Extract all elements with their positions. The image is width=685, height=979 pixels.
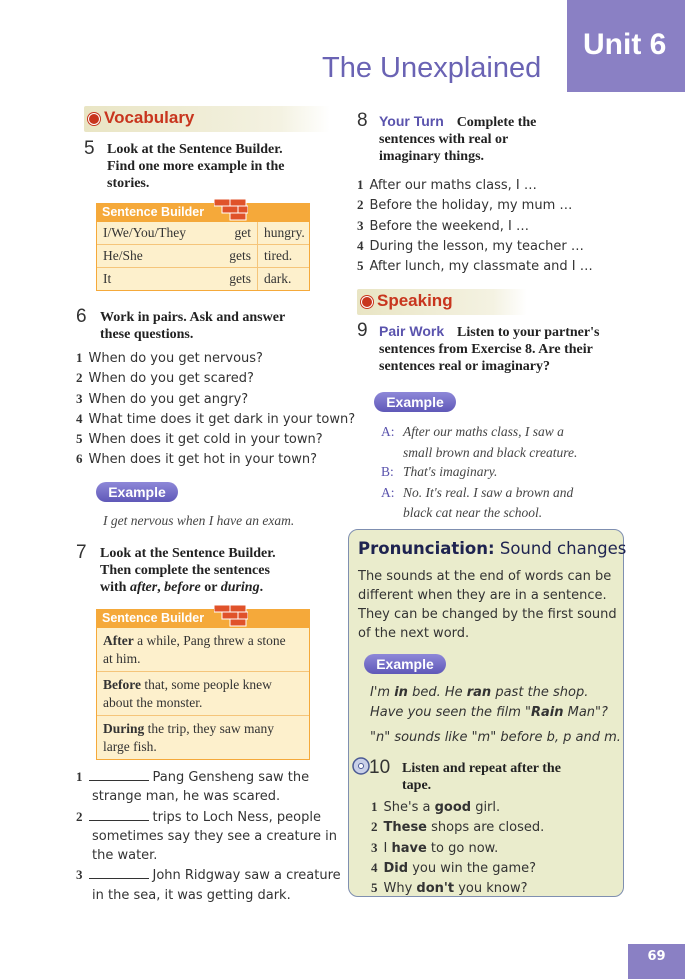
exercise-6-instruction: Work in pairs. Ask and answer these questions.	[100, 310, 286, 342]
exercise-8-instruction: Your Turn Complete the sentences with real or imaginary things.	[379, 113, 537, 164]
answer-blank[interactable]	[89, 769, 149, 781]
exercise-7-fill-in	[76, 767, 346, 905]
bullet-icon	[361, 296, 373, 308]
page-title: The Unexplained	[322, 52, 542, 84]
table-row: He/She gets tired.	[97, 245, 309, 268]
dialogue-line: A: No. It's real. I saw a brown and	[381, 484, 574, 500]
exercise-10-list	[371, 797, 544, 898]
table-row: I/We/You/They get hungry.	[97, 222, 309, 245]
pronunciation-text: The sounds at the end of words can be different when they are in a sentence. They can be changed by the first sound of the next word.	[358, 569, 617, 641]
page-number: 69	[628, 944, 685, 979]
vocabulary-heading: Vocabulary	[104, 108, 195, 127]
exercise-6-number: 6	[76, 306, 87, 327]
exercise-9-number: 9	[357, 320, 368, 341]
vocabulary-section-bar	[84, 106, 330, 132]
example-badge: Example	[364, 654, 446, 674]
sentence-builder-2-header: Sentence Builder	[96, 609, 310, 628]
sentence-builder-1-table	[96, 222, 310, 291]
audio-cd-icon[interactable]	[352, 757, 370, 775]
list-item-continuation: strange man, he was scared.	[92, 789, 281, 805]
pronunciation-box	[348, 529, 627, 897]
list-item: 1 After our maths class, I …	[357, 177, 537, 193]
example-badge: Example	[374, 392, 456, 412]
list-item: 2 Before the holiday, my mum …	[357, 197, 573, 214]
pronunciation-examples: I'm in bed. He ran past the shop. Have you seen the film "Rain Man"? "n" sounds like "m" before b, p and m.	[370, 685, 621, 745]
list-item: 5 After lunch, my classmate and I …	[357, 258, 593, 275]
list-item: 5 Why don't you know?	[371, 880, 528, 897]
dialogue-line: A: After our maths class, I saw a	[381, 424, 564, 439]
bullet-icon	[88, 113, 100, 125]
exercise-6-questions	[76, 348, 355, 470]
exercise-7-number: 7	[76, 542, 87, 563]
sentence-builder-1	[96, 203, 310, 291]
table-row: During the trip, they saw many large fish.	[103, 721, 274, 754]
sentence-builder-1-header: Sentence Builder	[96, 203, 310, 222]
exercise-10-number: 10	[369, 757, 391, 778]
list-item: 3 John Ridgway saw a creature	[76, 867, 341, 884]
exercise-10-instruction: Listen and repeat after the tape.	[402, 761, 561, 793]
unit-badge	[567, 0, 685, 92]
dialogue-line: B: That's imaginary.	[381, 464, 498, 479]
list-item: 2 trips to Loch Ness, people	[76, 808, 321, 825]
exercise-8-list	[357, 175, 593, 276]
list-item-continuation: in the sea, it was getting dark.	[92, 887, 291, 903]
list-item: 1 Pang Gensheng saw the	[76, 769, 310, 785]
list-item: 2 When do you get scared?	[76, 370, 254, 387]
dialogue-line: small brown and black creature.	[403, 444, 578, 460]
answer-blank[interactable]	[89, 867, 149, 879]
unit-label: Unit 6	[583, 28, 667, 61]
list-item: 3 When do you get angry?	[76, 390, 249, 407]
table-row: Before that, some people knew about the monster.	[97, 672, 309, 716]
table-row: It gets dark.	[97, 268, 309, 290]
list-item: 4 What time does it get dark in your town?	[76, 410, 356, 427]
answer-blank[interactable]	[89, 809, 149, 821]
list-item: 5 When does it get cold in your town?	[76, 431, 323, 448]
list-item: 4 Did you win the game?	[371, 859, 537, 876]
speaking-heading: Speaking	[377, 291, 453, 310]
example-badge: Example	[96, 482, 178, 502]
exercise-8-number: 8	[357, 110, 368, 131]
sentence-builder-2-table	[96, 628, 310, 760]
list-item: 4 During the lesson, my teacher …	[357, 237, 584, 254]
exercise-5-number: 5	[84, 138, 95, 159]
bricks-icon	[214, 605, 248, 628]
exercise-9-instruction: Pair Work Listen to your partner's sentences from Exercise 8. Are their sentences real or imaginary?	[379, 323, 600, 374]
bricks-icon	[214, 199, 248, 222]
list-item: 3 I have to go now.	[371, 839, 499, 856]
list-item: 6 When does it get hot in your town?	[76, 451, 317, 468]
example-text: I get nervous when I have an exam.	[103, 513, 295, 528]
speaking-section-bar	[357, 289, 527, 315]
pronunciation-title: Pronunciation: Sound changes	[358, 539, 627, 558]
list-item: 2 These shops are closed.	[371, 819, 545, 836]
list-item-continuation: sometimes say they see a creature in	[92, 828, 337, 844]
list-item: 3 Before the weekend, I …	[357, 217, 530, 234]
table-row: After a while, Pang threw a stone at him.	[97, 628, 309, 672]
list-item: 1 When do you get nervous?	[76, 350, 263, 366]
exercise-7-instruction: Look at the Sentence Builder. Then complete the sentences with after, before or during.	[100, 546, 276, 595]
sentence-builder-2	[96, 609, 310, 760]
exercise-5-instruction: Look at the Sentence Builder. Find one more example in the stories.	[107, 142, 285, 191]
exercise-9-dialogue	[381, 422, 621, 523]
dialogue-line: black cat near the school.	[403, 505, 543, 520]
list-item-continuation: the water.	[92, 848, 158, 864]
list-item: 1 She's a good girl.	[371, 799, 501, 815]
